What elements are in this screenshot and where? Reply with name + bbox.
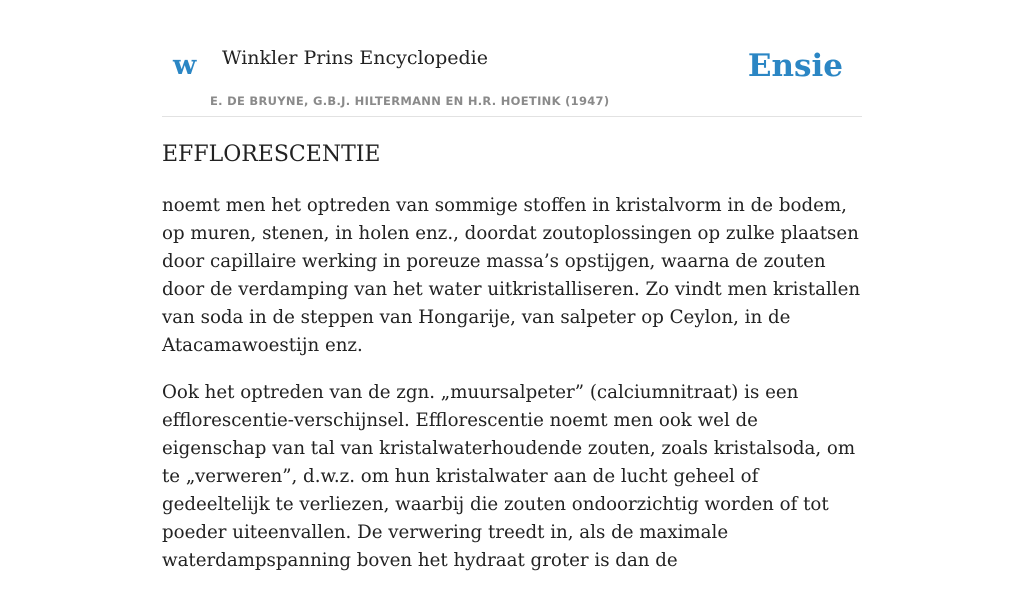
ensie-brand-logo[interactable]: Ensie — [747, 48, 843, 84]
entry-paragraph-2: Ook het optreden van de zgn. „muursalpeter” (calciumnitraat) is een efflorescentie-verschijnsel. Efflorescentie noemt men ook wel de eigenschap van tal van kristalwaterhoudende zouten, zoals kristalsoda, om te „verweren”, d.w.z. om hun kristalwater aan de lucht geheel of gedeeltelijk te verliezen, waarbij die zouten ondoorzichtig worden of tot poeder uiteenvallen. De verwering treedt in, als de maximale waterdampspanning boven het hydraat groter is dan de — [162, 382, 856, 571]
entry-title: EFFLORESCENTIE — [162, 142, 381, 167]
header — [162, 0, 862, 117]
encyclopedia-title[interactable]: Winkler Prins Encyclopedie — [222, 47, 488, 69]
entry-body — [162, 192, 862, 594]
article-page — [162, 0, 862, 571]
authors-credit: E. DE BRUYNE, G.B.J. HILTERMANN EN H.R. HOETINK (1947) — [210, 94, 610, 108]
entry-paragraph-1: noemt men het optreden van sommige stoffen in kristalvorm in de bodem, op muren, stenen, in holen enz., doordat zoutoplossingen op zulke plaatsen door capillaire werking in poreuze massa’s opstijgen, waarna de zouten door de verdamping van het water uitkristalliseren. Zo vindt men kristallen van soda in de steppen van Hongarije, van salpeter op Ceylon, in de Atacamawoestijn enz. — [162, 195, 861, 356]
winkler-prins-logo[interactable]: w — [173, 50, 197, 81]
